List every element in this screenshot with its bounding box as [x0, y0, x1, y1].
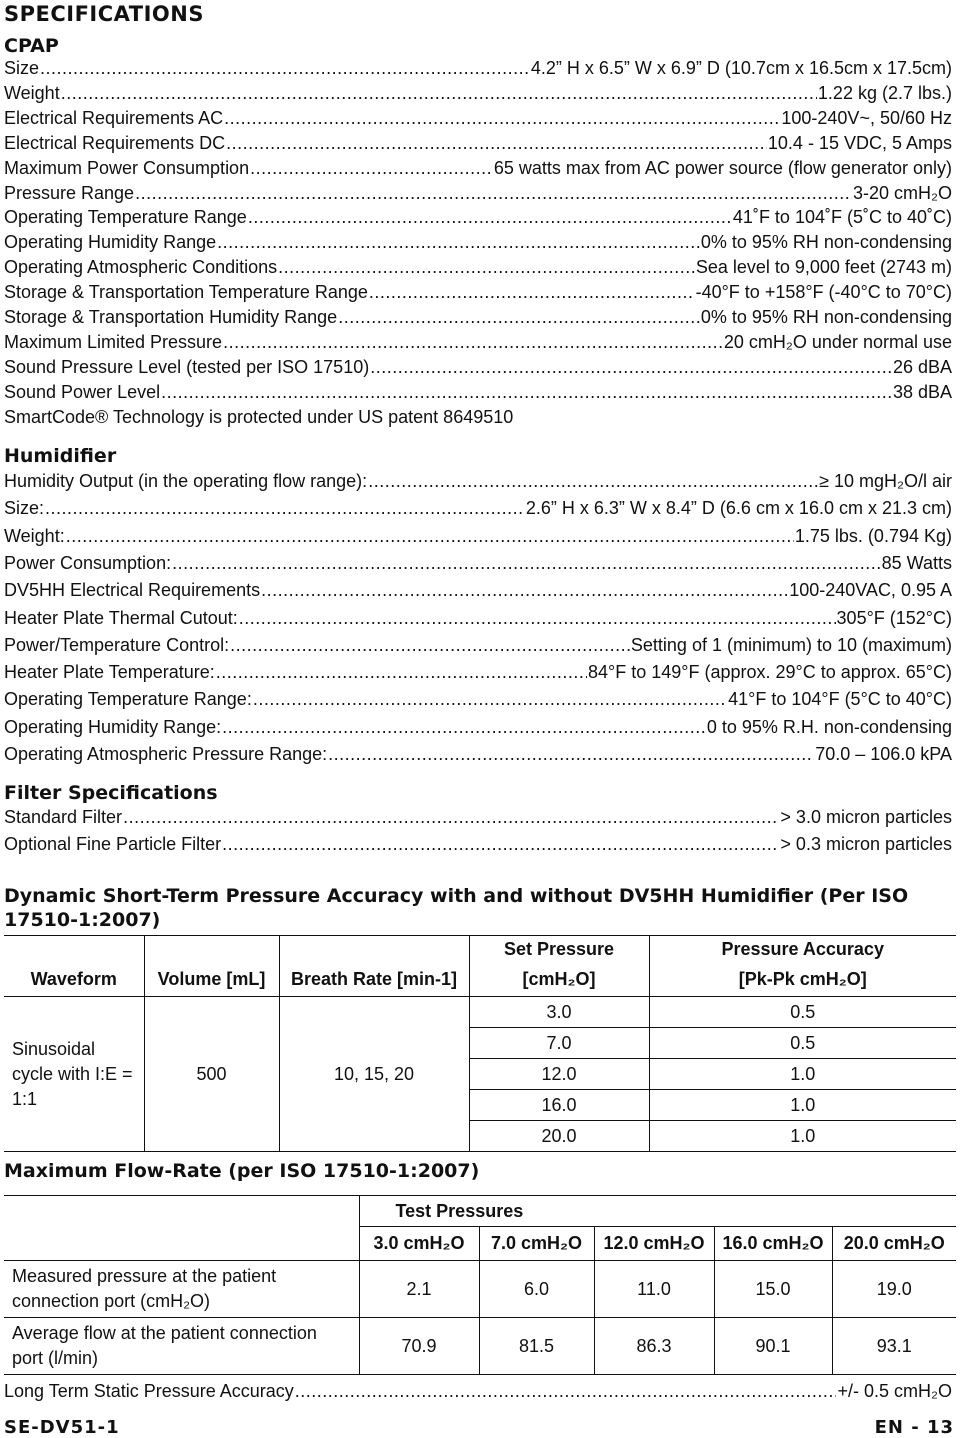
- dot-leader: [135, 183, 852, 204]
- spec-label: Operating Temperature Range:: [4, 689, 252, 710]
- spec-row: [4, 232, 952, 253]
- spec-row: [4, 382, 952, 403]
- spec-row: [4, 133, 952, 154]
- dot-leader: [226, 133, 767, 154]
- header-set-pressure: Set Pressure: [469, 936, 649, 964]
- spec-value: 85 Watts: [881, 552, 952, 573]
- spec-value: 70.0 – 106.0 kPA: [815, 744, 952, 764]
- spec-value: 1.75 lbs. (0.794 Kg): [794, 525, 952, 546]
- spec-label: Operating Humidity Range:: [4, 716, 222, 737]
- flow-value-cell: 70.9: [359, 1318, 479, 1375]
- page-number: EN - 13: [874, 1417, 954, 1438]
- header-pressure-accuracy: Pressure Accuracy: [649, 936, 956, 964]
- dot-leader: [230, 635, 630, 656]
- dot-leader: [248, 207, 732, 228]
- spec-value: 100-240V~, 50/60 Hz: [781, 107, 952, 128]
- dot-leader: [295, 1381, 837, 1402]
- spec-value: 4.2” H x 6.5” W x 6.9” D (10.7cm x 16.5cm x 17.5cm): [530, 58, 952, 78]
- flow-corner-cell: [4, 1196, 359, 1261]
- spec-row: [4, 526, 952, 547]
- flow-value-cell: 86.3: [594, 1318, 714, 1375]
- spec-label: Maximum Limited Pressure: [4, 331, 223, 352]
- spec-row: [4, 580, 952, 601]
- spec-value: 0% to 95% RH non-condensing: [700, 307, 952, 327]
- dot-leader: [45, 498, 525, 519]
- test-pressures-header: Test Pressures: [359, 1196, 956, 1227]
- test-pressure-header: 16.0 cmH₂O: [714, 1227, 832, 1261]
- accuracy-cell: 1.0: [649, 1121, 956, 1152]
- spec-label: Size: [4, 58, 40, 78]
- spec-value: -40°F to +158°F (-40°C to 70°C): [695, 282, 952, 303]
- spec-value: +/- 0.5 cmH₂O: [837, 1381, 952, 1401]
- set-pressure-cell: 16.0: [469, 1090, 649, 1121]
- dot-leader: [369, 282, 695, 303]
- accuracy-cell: 0.5: [649, 1028, 956, 1059]
- spec-value: 20 cmH₂O under normal use: [723, 331, 952, 352]
- spec-label: Storage & Transportation Temperature Range: [4, 282, 368, 303]
- dot-leader: [222, 717, 706, 738]
- spec-value: 2.6” H x 6.3” W x 8.4” D (6.6 cm x 16.0 cm x 21.3 cm): [525, 498, 952, 519]
- dynamic-accuracy-heading: Dynamic Short-Term Pressure Accuracy with and without DV5HH Humidifier (Per ISO 17510-1:2007): [4, 885, 909, 931]
- dot-leader: [123, 807, 779, 828]
- spec-row: [4, 158, 952, 179]
- table-row: [4, 1318, 956, 1375]
- spec-row: [4, 689, 952, 710]
- dot-leader: [172, 553, 881, 574]
- dot-leader: [222, 834, 779, 855]
- spec-row: [4, 471, 952, 492]
- spec-value: 41°F to 104°F (5°C to 40°C): [728, 689, 952, 710]
- spec-row: [4, 108, 952, 129]
- flow-value-cell: 11.0: [594, 1261, 714, 1318]
- spec-value: 38 dBA: [892, 381, 952, 402]
- accuracy-cell: 0.5: [649, 997, 956, 1028]
- flow-value-cell: 19.0: [832, 1261, 956, 1318]
- dynamic-accuracy-table: [4, 935, 956, 1152]
- spec-label: Long Term Static Pressure Accuracy: [4, 1381, 294, 1401]
- dot-leader: [40, 58, 530, 79]
- spec-row: [4, 332, 952, 353]
- spec-label: Pressure Range: [4, 182, 135, 203]
- set-pressure-cell: 20.0: [469, 1121, 649, 1152]
- test-pressure-header: 12.0 cmH₂O: [594, 1227, 714, 1261]
- header-volume: Volume [mL]: [144, 936, 279, 997]
- spec-value: 0% to 95% RH non-condensing: [700, 232, 952, 253]
- header-waveform: Waveform: [4, 936, 144, 997]
- spec-row: [4, 834, 952, 855]
- dot-leader: [217, 232, 700, 253]
- breath-rate-cell: 10, 15, 20: [279, 997, 469, 1152]
- spec-label: Power/Temperature Control:: [4, 634, 230, 655]
- spec-row: [4, 498, 952, 519]
- spec-label: Standard Filter: [4, 807, 123, 827]
- spec-value: 65 watts max from AC power source (flow generator only): [493, 157, 952, 178]
- spec-label: Heater Plate Temperature:: [4, 662, 215, 683]
- spec-row: [4, 608, 952, 629]
- flow-rate-table: [4, 1195, 956, 1375]
- spec-label: DV5HH Electrical Requirements: [4, 580, 261, 601]
- spec-value: Setting of 1 (minimum) to 10 (maximum): [630, 634, 952, 655]
- spec-label: Sound Pressure Level (tested per ISO 17510): [4, 356, 370, 377]
- page-title: SPECIFICATIONS: [4, 2, 204, 26]
- test-pressure-header: 20.0 cmH₂O: [832, 1227, 956, 1261]
- spec-value: 26 dBA: [892, 356, 952, 377]
- spec-row: [4, 635, 952, 656]
- dot-leader: [368, 471, 818, 492]
- flow-value-cell: 2.1: [359, 1261, 479, 1318]
- spec-label: Sound Power Level: [4, 381, 161, 402]
- spec-label: Operating Humidity Range: [4, 232, 217, 253]
- smartcode-note: SmartCode® Technology is protected under US patent 8649510: [4, 407, 514, 427]
- dot-leader: [370, 357, 892, 378]
- flow-value-cell: 81.5: [479, 1318, 594, 1375]
- set-pressure-cell: 3.0: [469, 997, 649, 1028]
- flow-rate-heading: Maximum Flow-Rate (per ISO 17510-1:2007): [4, 1160, 480, 1182]
- test-pressure-header: 3.0 cmH₂O: [359, 1227, 479, 1261]
- cpap-heading: CPAP: [4, 35, 59, 57]
- set-pressure-cell: 7.0: [469, 1028, 649, 1059]
- spec-label: Size:: [4, 498, 45, 519]
- table-row: [4, 1261, 956, 1318]
- dot-leader: [223, 332, 723, 353]
- dot-leader: [239, 608, 836, 629]
- dot-leader: [338, 307, 700, 328]
- spec-label: Weight:: [4, 525, 65, 546]
- dot-leader: [216, 662, 587, 683]
- dot-leader: [224, 108, 780, 129]
- table-row: [4, 997, 956, 1028]
- spec-value: 100-240VAC, 0.95 A: [789, 580, 952, 601]
- dot-leader: [253, 689, 727, 710]
- flow-value-cell: 90.1: [714, 1318, 832, 1375]
- spec-value: 41˚F to 104˚F (5˚C to 40˚C): [732, 207, 952, 228]
- spec-row: [4, 662, 952, 683]
- header-set-pressure-unit: [cmH₂O]: [469, 964, 649, 997]
- spec-row: [4, 1381, 952, 1402]
- spec-row: [4, 553, 952, 574]
- header-accuracy-unit: [Pk-Pk cmH₂O]: [649, 964, 956, 997]
- spec-row: [4, 83, 952, 104]
- spec-value: 1.22 kg (2.7 lbs.): [817, 82, 952, 103]
- spec-value: 305°F (152°C): [836, 607, 952, 628]
- spec-label: Operating Atmospheric Conditions: [4, 257, 278, 278]
- dot-leader: [250, 158, 493, 179]
- spec-value: 0 to 95% R.H. non-condensing: [706, 716, 952, 737]
- accuracy-cell: 1.0: [649, 1090, 956, 1121]
- spec-value: > 3.0 micron particles: [780, 807, 952, 827]
- test-pressure-header: 7.0 cmH₂O: [479, 1227, 594, 1261]
- spec-row: [4, 744, 952, 765]
- accuracy-cell: 1.0: [649, 1059, 956, 1090]
- spec-row: [4, 207, 952, 228]
- spec-label: Weight: [4, 82, 60, 103]
- set-pressure-cell: 12.0: [469, 1059, 649, 1090]
- spec-row: [4, 717, 952, 738]
- spec-value: ≥ 10 mgH₂O/l air: [819, 471, 952, 491]
- document-code: SE-DV51-1: [4, 1417, 120, 1438]
- spec-label: Electrical Requirements DC: [4, 132, 226, 153]
- spec-value: 3-20 cmH₂O: [852, 182, 952, 203]
- spec-label: Operating Temperature Range: [4, 207, 247, 228]
- spec-value: 84°F to 149°F (approx. 29°C to approx. 65°C): [588, 662, 952, 683]
- spec-row: [4, 58, 952, 79]
- humidifier-heading: Humidifier: [4, 445, 117, 467]
- spec-row: [4, 257, 952, 278]
- spec-label: Humidity Output (in the operating flow range):: [4, 471, 368, 491]
- dot-leader: [261, 580, 788, 601]
- flow-value-cell: 15.0: [714, 1261, 832, 1318]
- dot-leader: [61, 83, 817, 104]
- spec-value: 10.4 - 15 VDC, 5 Amps: [767, 132, 952, 153]
- spec-value: > 0.3 micron particles: [780, 834, 952, 854]
- flow-value-cell: 93.1: [832, 1318, 956, 1375]
- flow-value-cell: 6.0: [479, 1261, 594, 1318]
- flow-row-label: Average flow at the patient connection port (l/min): [4, 1318, 359, 1375]
- filter-heading: Filter Specifications: [4, 782, 218, 804]
- spec-label: Optional Fine Particle Filter: [4, 834, 222, 854]
- spec-label: Storage & Transportation Humidity Range: [4, 307, 338, 327]
- spec-label: Heater Plate Thermal Cutout:: [4, 607, 238, 628]
- waveform-cell: Sinusoidal cycle with I:E = 1:1: [4, 997, 144, 1152]
- flow-row-label: Measured pressure at the patient connection port (cmH₂O): [4, 1261, 359, 1318]
- spec-row: [4, 307, 952, 328]
- spec-value: Sea level to 9,000 feet (2743 m): [695, 257, 952, 278]
- spec-label: Electrical Requirements AC: [4, 107, 224, 128]
- spec-row: [4, 807, 952, 828]
- spec-row: [4, 357, 952, 378]
- dot-leader: [278, 257, 695, 278]
- spec-row: [4, 282, 952, 303]
- spec-label: Operating Atmospheric Pressure Range:: [4, 744, 328, 764]
- spec-label: Power Consumption:: [4, 552, 172, 573]
- spec-row: [4, 183, 952, 204]
- dot-leader: [66, 526, 794, 547]
- dot-leader: [328, 744, 814, 765]
- spec-label: Maximum Power Consumption: [4, 157, 250, 178]
- dot-leader: [161, 382, 892, 403]
- header-breath-rate: Breath Rate [min-1]: [279, 936, 469, 997]
- volume-cell: 500: [144, 997, 279, 1152]
